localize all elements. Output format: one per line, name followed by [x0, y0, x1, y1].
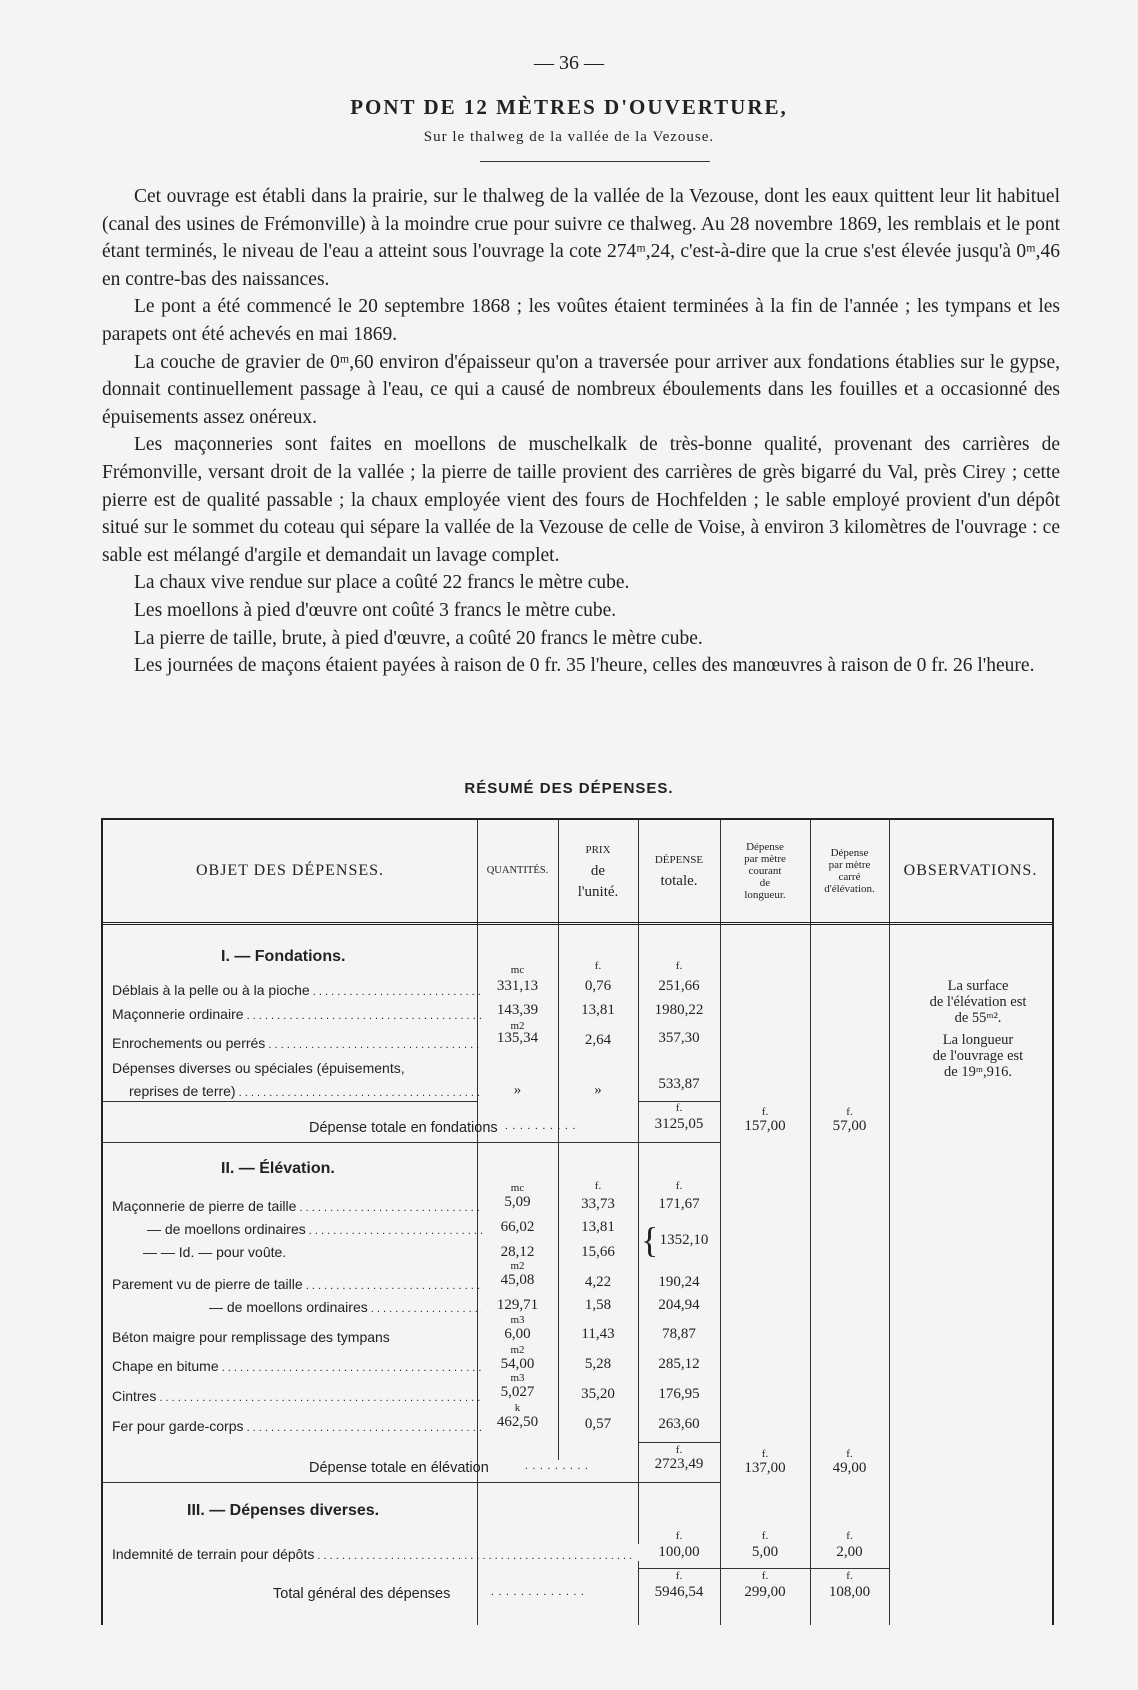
row-price: »: [594, 1082, 602, 1098]
brace-icon: {: [641, 1220, 659, 1260]
header-objet: OBJET DES DÉPENSES.: [195, 862, 385, 879]
unit-label: f.: [761, 1448, 769, 1460]
section-fondations: I. — Fondations.: [221, 948, 346, 965]
paragraph: La chaux vive rendue sur place a coûté 22 francs le mètre cube.: [134, 572, 630, 594]
header-rule: [103, 922, 1052, 925]
header-prix-3: l'unité.: [577, 883, 619, 900]
expense-table: [101, 818, 1054, 1625]
obs-line: La longueur: [942, 1032, 1014, 1048]
unit-label: f.: [846, 1448, 853, 1460]
table-title: RÉSUMÉ DES DÉPENSES.: [464, 780, 674, 797]
row-price: 4,22: [584, 1274, 612, 1290]
row-label: — de moellons ordinaires . . .: [209, 1299, 482, 1315]
row-total: 251,66: [658, 978, 700, 994]
unit-label: f.: [675, 1570, 683, 1582]
row-total: 190,24: [658, 1274, 700, 1290]
unit-label: m2: [510, 1344, 525, 1356]
row-qty: 5,09: [504, 1194, 531, 1210]
row-qty: 6,00: [504, 1326, 531, 1342]
row-price: 13,81: [581, 1219, 615, 1235]
unit-label: f.: [594, 1180, 602, 1192]
row-label: Parement vu de pierre de taille . . .: [112, 1276, 482, 1292]
paragraph: Cet ouvrage est établi dans la prairie, sur le thalweg de la vallée de la Vezouse, dont les eaux quittent leur lit habituel (canal des usines de Frémonville) à la moindre crue pour suivre ce thalweg. Au 28 novembre 1869, les remblais et le pont étant terminés, le niveau de l'eau a atteint sous l'ouvrage la cote 274ᵐ,24, c'est-à-dire que la crue s'est élevée jusqu'à 0ᵐ,46 en contre-bas des naissances.: [102, 186, 1060, 290]
row-total: 1980,22: [654, 1002, 704, 1018]
header-pmc-4: de: [759, 877, 771, 889]
header-depense: [638, 820, 720, 922]
unit-label: f.: [846, 1106, 853, 1118]
unit-label: f.: [675, 1102, 683, 1114]
grand-total-per-m2: 108,00: [828, 1584, 871, 1600]
section-rule: [103, 1482, 720, 1483]
row-total: 171,67: [658, 1196, 700, 1212]
paragraph: Les journées de maçons étaient payées à raison de 0 fr. 35 l'heure, celles des manœuvres à raison de 0 fr. 26 l'heure.: [134, 655, 1035, 677]
row-price: 0,76: [584, 978, 612, 994]
header-depense-1: DÉPENSE: [654, 854, 704, 866]
obs-line: La surface: [947, 978, 1009, 994]
header-observations: OBSERVATIONS.: [903, 862, 1038, 879]
header-par-metre-courant: [720, 820, 810, 922]
row-price: 33,73: [581, 1196, 615, 1212]
row-total: 204,94: [658, 1297, 700, 1313]
row-label: Maçonnerie de pierre de taille . . .: [112, 1198, 482, 1214]
unit-label: m3: [510, 1314, 525, 1326]
obs-line: de l'ouvrage est: [932, 1048, 1024, 1064]
section-elevation: II. — Élévation.: [221, 1160, 335, 1177]
row-label-cont: reprises de terre) . . .: [129, 1083, 482, 1099]
dot-leader: . . . . . . . . . .: [505, 1120, 577, 1132]
unit-label: f.: [761, 1106, 769, 1118]
row-rule: [638, 1442, 720, 1443]
dot-leader: . . . . . . . . .: [525, 1460, 589, 1472]
row-label: Dépenses diverses ou spéciales (épuisements,: [112, 1060, 405, 1076]
unit-label: f.: [675, 1530, 683, 1542]
paragraph: Le pont a été commencé le 20 septembre 1868 ; les voûtes étaient terminées à la fin de l'année ; les tympans et les parapets ont été achevés en mai 1869.: [102, 296, 1060, 345]
row-price: 13,81: [581, 1002, 615, 1018]
elevation-per-m: 137,00: [744, 1460, 786, 1476]
col-divider: [638, 820, 639, 1625]
body-text: [102, 183, 1060, 680]
observation-text: [908, 978, 1048, 1080]
header-pmc-5: longueur.: [744, 889, 786, 901]
row-price: 0,57: [584, 1416, 612, 1432]
header-pmk-4: d'élévation.: [824, 883, 875, 895]
row-label: Indemnité de terrain pour dépôts . . .: [112, 1546, 632, 1562]
unit-label: f.: [761, 1570, 769, 1582]
elevation-total-label: Dépense totale en élévation: [309, 1460, 489, 1476]
unit-label: k: [514, 1402, 521, 1414]
fondations-total: 3125,05: [654, 1116, 704, 1132]
header-prix-2: de: [590, 862, 606, 879]
fondations-per-m: 157,00: [744, 1118, 786, 1134]
grand-total: 5946,54: [654, 1584, 704, 1600]
row-qty: 462,50: [496, 1414, 539, 1430]
row-qty: 129,71: [496, 1297, 539, 1313]
row-rule: [638, 1568, 889, 1569]
paragraph: Les maçonneries sont faites en moellons de muschelkalk de très-bonne qualité, provenant des carrières de Frémonville, versant droit de la vallée ; la pierre de taille provient des carrières de grès bigarré du Val, près Cirey ; cette pierre est de qualité passable ; la chaux employée vient des fours de Hochfelden ; le sable employé provient d'un dépôt situé sur le sommet du coteau qui sépare la vallée de la Vezouse de celle de Voise, à environ 3 kilomètres de l'ouvrage : ce sable est mélangé d'argile et demandait un lavage complet.: [102, 434, 1060, 566]
row-total: 533,87: [658, 1076, 700, 1092]
diverses-total: 100,00: [638, 1544, 720, 1561]
header-pmc-1: Dépense: [746, 841, 784, 853]
unit-label: f.: [675, 1180, 683, 1192]
row-qty: 135,34: [496, 1030, 539, 1046]
fondations-total-label: Dépense totale en fondations: [309, 1120, 498, 1136]
unit-label: m2: [510, 1020, 525, 1032]
header-depense-2: totale.: [660, 873, 698, 889]
row-label: Béton maigre pour remplissage des tympans: [112, 1329, 390, 1345]
unit-label: m2: [510, 1260, 525, 1272]
row-price: 15,66: [581, 1244, 615, 1260]
diverses-per-m: 5,00: [751, 1544, 779, 1560]
row-qty: 28,12: [500, 1244, 535, 1260]
row-total: 78,87: [662, 1326, 696, 1342]
header-pmk-1: Dépense: [830, 847, 869, 859]
fondations-per-m2: 57,00: [832, 1118, 867, 1134]
row-total: 176,95: [658, 1386, 700, 1402]
row-price: 5,28: [584, 1356, 612, 1372]
row-total: 285,12: [658, 1356, 700, 1372]
page-title: PONT DE 12 MÈTRES D'OUVERTURE,: [350, 95, 788, 119]
row-qty: »: [513, 1082, 522, 1098]
col-divider: [810, 820, 811, 1625]
title-rule: [480, 161, 710, 162]
obs-line: de 19ᵐ,916.: [944, 1064, 1012, 1080]
paragraph: La couche de gravier de 0ᵐ,60 environ d'épaisseur qu'on a traversée pour arriver aux fondations établies sur le gypse, donnait continuellement passage à l'eau, ce qui a causé de nombreux éboulements dans les fouilles et a occasionné des épuisements assez onéreux.: [102, 351, 1060, 428]
unit-label: f.: [761, 1530, 769, 1542]
row-qty: 54,00: [500, 1356, 535, 1372]
unit-label: f.: [846, 1530, 853, 1542]
unit-label: f.: [675, 960, 683, 972]
unit-label: mc: [510, 964, 525, 976]
col-divider: [889, 820, 890, 1625]
brace-total: 1352,10: [659, 1232, 709, 1248]
row-qty: 143,39: [496, 1002, 539, 1018]
diverses-per-m2: 2,00: [836, 1544, 863, 1560]
row-label: Enrochements ou perrés . . .: [112, 1035, 482, 1051]
header-prix: [558, 820, 638, 922]
header-quantites: QUANTITÉS.: [486, 865, 549, 876]
row-label: — de moellons ordinaires . . .: [147, 1221, 482, 1237]
unit-label: f.: [675, 1444, 683, 1456]
header-prix-1: PRIX: [585, 843, 611, 856]
page-number: — 36 —: [534, 52, 604, 74]
row-price: 1,58: [584, 1297, 612, 1313]
header-par-metre-carre: [810, 820, 889, 922]
row-label: Cintres . . .: [112, 1388, 482, 1404]
header-pmk-2: par mètre: [828, 859, 871, 871]
row-qty: 5,027: [500, 1384, 535, 1400]
grand-total-label: Total général des dépenses: [273, 1586, 451, 1602]
obs-line: de l'élévation est: [929, 994, 1027, 1010]
paragraph: La pierre de taille, brute, à pied d'œuvre, a coûté 20 francs le mètre cube.: [134, 627, 703, 649]
header-pmc-3: courant: [748, 865, 782, 877]
col-divider: [720, 820, 721, 1625]
row-total: 263,60: [658, 1416, 700, 1432]
section-rule: [103, 1142, 720, 1143]
header-pmc-2: par mètre: [744, 853, 786, 865]
paragraph: Les moellons à pied d'œuvre ont coûté 3 francs le mètre cube.: [134, 599, 617, 621]
row-rule: [103, 1101, 477, 1102]
elevation-per-m2: 49,00: [832, 1460, 867, 1476]
row-label: Chape en bitume . . .: [112, 1358, 482, 1374]
page-subtitle: Sur le thalweg de la vallée de la Vezouse.: [423, 129, 715, 145]
row-price: 35,20: [581, 1386, 615, 1402]
row-label: Maçonnerie ordinaire . . .: [112, 1006, 482, 1022]
grand-total-per-m: 299,00: [744, 1584, 786, 1600]
dot-leader: . . . . . . . . . . . . .: [491, 1586, 585, 1598]
unit-label: mc: [510, 1182, 525, 1194]
row-qty: 66,02: [500, 1219, 535, 1235]
row-price: 11,43: [581, 1326, 615, 1342]
row-label: Déblais à la pelle ou à la pioche . . .: [112, 982, 482, 998]
row-price: 2,64: [584, 1032, 612, 1048]
unit-label: m3: [510, 1372, 525, 1384]
row-label: — — Id. — pour voûte.: [143, 1244, 287, 1260]
header-pmk-3: carré: [838, 871, 861, 883]
section-diverses: III. — Dépenses diverses.: [187, 1502, 380, 1519]
unit-label: f.: [594, 960, 602, 972]
row-qty: 331,13: [496, 978, 539, 994]
row-qty: 45,08: [500, 1272, 535, 1288]
elevation-total: 2723,49: [654, 1456, 704, 1472]
unit-label: f.: [846, 1570, 853, 1582]
obs-line: de 55ᵐ².: [954, 1010, 1002, 1026]
row-total: 357,30: [658, 1030, 700, 1046]
row-label: Fer pour garde-corps . . .: [112, 1418, 482, 1434]
